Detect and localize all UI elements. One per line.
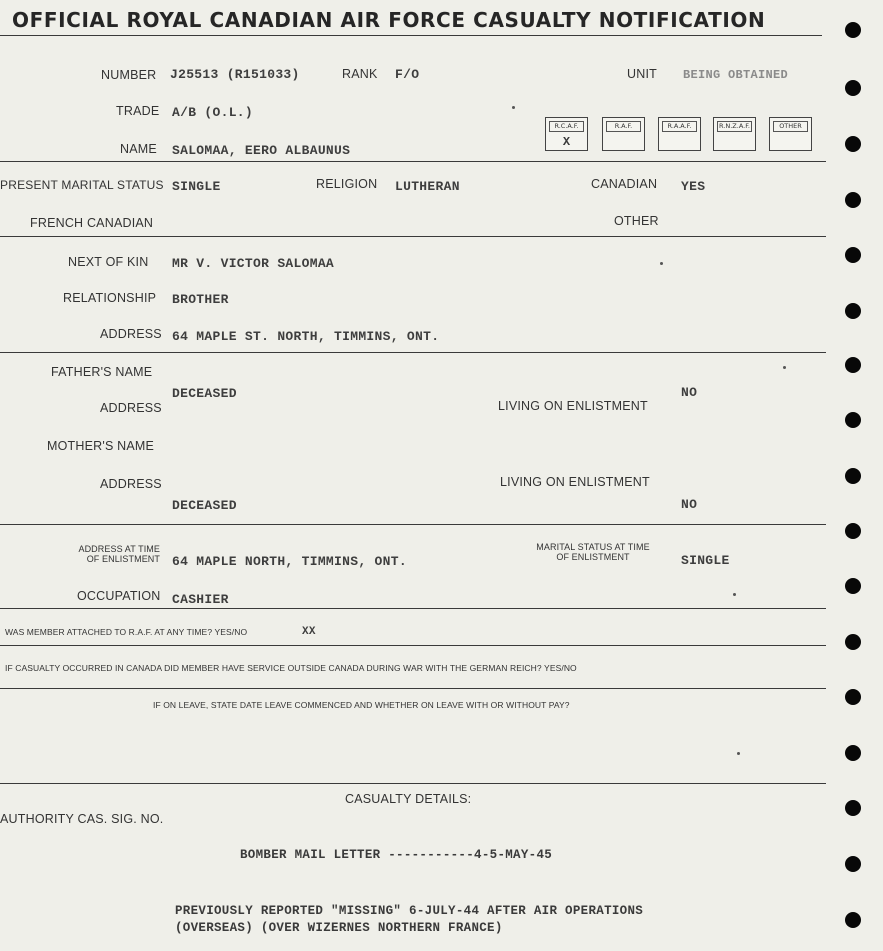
relationship-value: BROTHER [172,292,229,307]
unit-value: BEING OBTAINED [683,68,789,82]
raf-answer: XX [302,626,316,638]
punch-hole [845,412,861,428]
rule-under-title [0,35,822,36]
occupation-value: CASHIER [172,592,229,607]
service-box-rcaf [545,117,588,151]
punch-hole [845,856,861,872]
next-of-kin-value: MR V. VICTOR SALOMAA [172,256,335,271]
marital-status-label: PRESENT MARITAL STATUS [0,178,164,192]
address-at-enlistment-line-1: ADDRESS AT TIME [78,544,160,554]
paper-speck [737,752,740,755]
father-living-value: NO [681,385,698,400]
father-address-label: ADDRESS [100,401,162,415]
punch-hole [845,523,861,539]
paper-speck [783,366,786,369]
punch-hole [845,136,861,152]
mother-address-label: ADDRESS [100,477,162,491]
father-living-label: LIVING ON ENLISTMENT [498,399,648,413]
service-box-label: R.C.A.F. [549,121,584,132]
mother-value: DECEASED [172,498,237,513]
address-at-enlistment-label [60,544,160,564]
service-box-label: R.A.F. [606,121,641,132]
mother-living-value: NO [681,497,698,512]
paper-speck [733,593,736,596]
canadian-label: CANADIAN [591,177,658,191]
service-box-other [769,117,812,151]
kin-address-value: 64 MAPLE ST. NORTH, TIMMINS, ONT. [172,329,440,344]
rule-under-french [0,236,826,237]
french-canadian-label: FRENCH CANADIAN [30,216,154,230]
casualty-line-2: PREVIOUSLY REPORTED "MISSING" 6-JULY-44 AFTER AIR OPERATIONS [175,904,644,918]
punch-hole [845,192,861,208]
next-of-kin-label: NEXT OF KIN [68,255,149,269]
kin-address-label: ADDRESS [100,327,162,341]
rule-under-mother [0,524,826,525]
marital-at-enlistment-label [523,542,663,562]
name-value: SALOMAA, EERO ALBAUNUS [172,143,351,158]
occupation-label: OCCUPATION [77,589,161,603]
punch-hole [845,247,861,263]
other-label: OTHER [614,214,659,228]
name-label: NAME [120,142,157,156]
rank-value: F/O [395,67,420,82]
enlistment-address-value: 64 MAPLE NORTH, TIMMINS, ONT. [172,554,407,569]
marital-status-value: SINGLE [172,179,221,194]
rule-under-canada [0,688,826,689]
service-box-raaf [658,117,701,151]
punch-hole [845,357,861,373]
punch-hole [845,22,861,38]
punch-hole [845,745,861,761]
number-label: NUMBER [101,68,157,82]
rule-under-name [0,161,826,162]
casualty-details-label: CASUALTY DETAILS: [345,792,472,806]
punch-hole [845,468,861,484]
fathers-name-label: FATHER'S NAME [51,365,153,379]
marital-at-enlistment-line-1: MARITAL STATUS AT TIME [536,542,650,552]
casualty-line-1: BOMBER MAIL LETTER -----------4-5-MAY-45 [240,848,553,862]
religion-label: RELIGION [316,177,378,191]
rank-label: RANK [342,67,378,81]
service-box-label: OTHER [773,121,808,132]
punch-hole [845,578,861,594]
trade-value: A/B (O.L.) [172,105,254,120]
enlistment-marital-value: SINGLE [681,553,730,568]
service-box-label: R.A.A.F. [662,121,697,132]
marital-at-enlistment-line-2: OF ENLISTMENT [556,552,630,562]
punch-hole [845,800,861,816]
address-at-enlistment-line-2: OF ENLISTMENT [86,554,160,564]
canada-question: IF CASUALTY OCCURRED IN CANADA DID MEMBER HAVE SERVICE OUTSIDE CANADA DURING WAR WITH THE GERMAN REICH? YES/NO [5,663,577,673]
father-value: DECEASED [172,386,237,401]
religion-value: LUTHERAN [395,179,460,194]
unit-label: UNIT [627,67,657,81]
trade-label: TRADE [116,104,160,118]
service-box-raf [602,117,645,151]
mother-living-label: LIVING ON ENLISTMENT [500,475,650,489]
service-box-mark: X [562,135,571,149]
rule-under-occupation [0,608,826,609]
paper-speck [512,106,515,109]
punch-hole [845,634,861,650]
punch-hole [845,303,861,319]
mothers-name-label: MOTHER'S NAME [47,439,155,453]
casualty-line-3: (OVERSEAS) (OVER WIZERNES NORTHERN FRANCE) [175,921,503,935]
canadian-value: YES [681,179,706,194]
form-title: OFFICIAL ROYAL CANADIAN AIR FORCE CASUALTY NOTIFICATION [12,8,766,32]
relationship-label: RELATIONSHIP [63,291,157,305]
raf-question: WAS MEMBER ATTACHED TO R.A.F. AT ANY TIME? YES/NO [5,627,248,637]
service-box-rnzaf [713,117,756,151]
leave-question: IF ON LEAVE, STATE DATE LEAVE COMMENCED AND WHETHER ON LEAVE WITH OR WITHOUT PAY? [153,700,570,710]
punch-hole [845,689,861,705]
rule-under-kin [0,352,826,353]
paper-speck [660,262,663,265]
rule-under-raf [0,645,826,646]
punch-hole [845,912,861,928]
number-value: J25513 (R151033) [170,67,300,82]
authority-label: AUTHORITY CAS. SIG. NO. [0,812,164,826]
punch-hole [845,80,861,96]
service-box-label: R.N.Z.A.F. [717,121,752,132]
rule-under-leave [0,783,826,784]
